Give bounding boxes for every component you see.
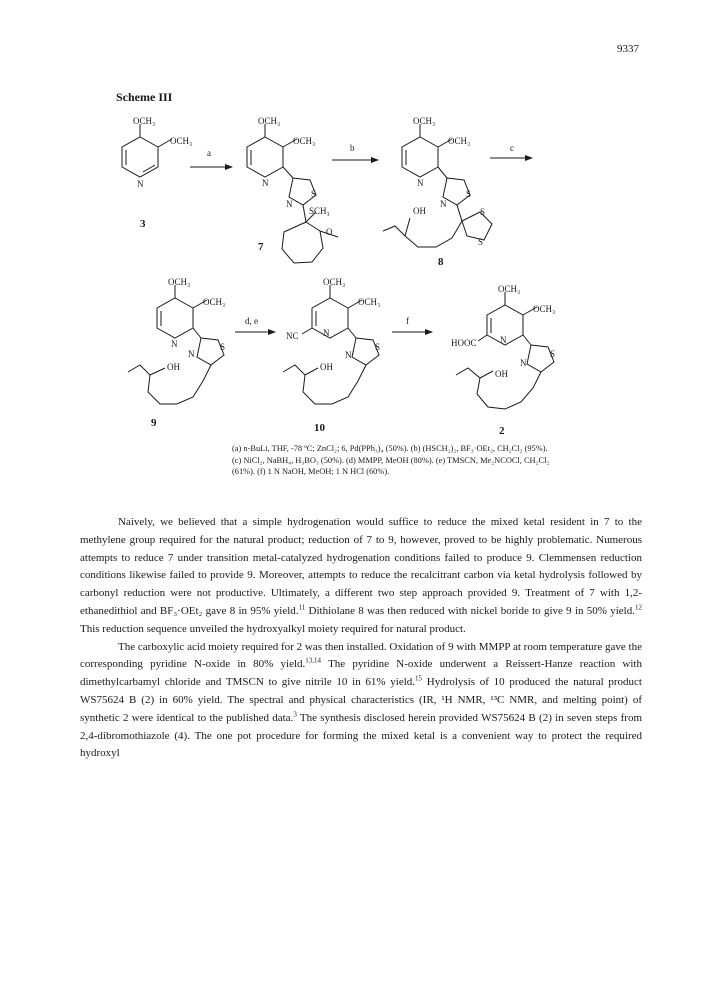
atom-label: N bbox=[520, 358, 527, 368]
reagent-label-de: d, e bbox=[245, 316, 258, 326]
atom-label: OCH₃ bbox=[413, 116, 436, 126]
reagent-label-b: b bbox=[350, 143, 355, 153]
text-run: The pyridine N-oxide underwent a Reissert-Hanze reaction with dimethylcarbamyl chloride and TMSCN to give nitrile 10 in 61% yield. bbox=[80, 658, 642, 689]
atom-label: N bbox=[262, 178, 269, 188]
compound-number-3: 3 bbox=[140, 218, 146, 230]
paragraph bbox=[80, 639, 642, 764]
atom-label: OCH₃ bbox=[358, 297, 381, 307]
structure-compound-8 bbox=[383, 124, 492, 247]
atom-label: OCH₃ bbox=[533, 304, 556, 314]
reagent-label-f: f bbox=[406, 316, 409, 326]
atom-label: N bbox=[323, 328, 330, 338]
atom-label: S bbox=[478, 237, 484, 247]
atom-label: S bbox=[466, 189, 472, 199]
atom-label: OCH₃ bbox=[168, 277, 191, 287]
atom-label: OCH₃ bbox=[170, 136, 193, 146]
atom-label: S bbox=[375, 342, 381, 352]
reagent-label-c: c bbox=[510, 143, 514, 153]
atom-label: OCH₃ bbox=[448, 136, 471, 146]
text-run: This reduction sequence unveiled the hydroxyalkyl moiety required for natural product. bbox=[80, 622, 466, 635]
atom-label: N bbox=[137, 179, 144, 189]
scheme-title: Scheme III bbox=[116, 90, 173, 104]
scheme-legend bbox=[232, 443, 612, 478]
compound-number-10: 10 bbox=[314, 422, 325, 434]
atom-label: SCH₃ bbox=[309, 206, 330, 216]
legend-line: (a) n-BuLi, THF, -78 ºC; ZnCl₂; 6, Pd(PPh₃)₄ (50%). (b) (HSCH₂)₂, BF₃·OEt₂, CH₂Cl₂ (95%). bbox=[232, 444, 548, 453]
atom-label: NC bbox=[286, 331, 299, 341]
compound-number-8: 8 bbox=[438, 256, 444, 268]
atom-label: S bbox=[480, 207, 486, 217]
atom-label: OH bbox=[495, 369, 508, 379]
page-number: 9337 bbox=[617, 43, 639, 55]
atom-label: S bbox=[550, 349, 556, 359]
atom-label: N bbox=[500, 335, 507, 345]
atom-label: OH bbox=[167, 362, 180, 372]
structure-compound-3 bbox=[122, 124, 172, 177]
atom-label: N bbox=[440, 199, 447, 209]
atom-label: OCH₃ bbox=[293, 136, 316, 146]
atom-label: OH bbox=[413, 206, 426, 216]
atom-label: N bbox=[286, 199, 293, 209]
text-run: Hydrolysis of 10 produced the natural product WS75624 B (2) in 60% yield. The spectral and physical characteristics (IR, ¹H NMR, ¹³C NMR, and melting point) of synthetic 2 were identical to the published data. bbox=[80, 676, 642, 724]
atom-label: N bbox=[188, 349, 195, 359]
text-run: Dithiolane 8 was then reduced with nickel boride to give 9 in 50% yield. bbox=[305, 604, 635, 617]
reagent-label-a: a bbox=[207, 148, 211, 158]
reference-superscript: 3 bbox=[293, 710, 297, 719]
compound-number-9: 9 bbox=[151, 417, 157, 429]
compound-number-2: 2 bbox=[499, 425, 505, 437]
text-run: The synthesis disclosed herein provided WS75624 B (2) in seven steps from 2,4-dibromothiazole (4). The one pot procedure for forming the mixed ketal is a convenient way to protect the required hydroxyl bbox=[80, 711, 642, 760]
reference-superscript: 15 bbox=[415, 674, 423, 683]
legend-line: (c) NiCl₂, NaBH₄, H₃BO₃ (50%). (d) MMPP, MeOH (80%). (e) TMSCN, Me₂NCOCl, CH₂Cl₂ bbox=[232, 455, 550, 465]
atom-label: N bbox=[171, 339, 178, 349]
body-text bbox=[80, 514, 642, 763]
paragraph bbox=[80, 514, 642, 639]
atom-label: OCH₃ bbox=[203, 297, 226, 307]
text-run: The carboxylic acid moiety required for 2 was then installed. Oxidation of 9 with MMPP at room temperature gave the corresponding pyridine N-oxide in 80% yield. bbox=[80, 640, 642, 671]
atom-label: OCH₃ bbox=[323, 277, 346, 287]
reference-superscript: 12 bbox=[635, 603, 642, 612]
compound-number-7: 7 bbox=[258, 241, 264, 253]
atom-label: N bbox=[345, 350, 352, 360]
atom-label: N bbox=[417, 178, 424, 188]
atom-label: O bbox=[326, 227, 333, 237]
reaction-scheme bbox=[0, 0, 720, 440]
atom-label: S bbox=[220, 342, 226, 352]
atom-label: OCH₃ bbox=[498, 284, 521, 294]
atom-label: HOOC bbox=[451, 338, 477, 348]
reference-superscript: 13,14 bbox=[305, 656, 322, 665]
atom-label: OCH₃ bbox=[258, 116, 281, 126]
atom-label: S bbox=[311, 189, 317, 199]
legend-line: (61%). (f) 1 N NaOH, MeOH; 1 N HCl (60%). bbox=[232, 467, 390, 476]
text-run: Naively, we believed that a simple hydrogenation would suffice to reduce the mixed ketal resident in 7 to the methylene group required for the natural product; reduction of 7 to 9, however, proved to be highly problematic. Numerous attempts to reduce 7 under transition metal-catalyzed hydrogenation conditions failed to produce 9. Clemmensen reduction conditions likewise failed to provide 9. Moreover, attempts to reduce the recalcitrant carbon via ketal hydrolysis followed by carbonyl reduction were not productive. Ultimately, a different two step approach provided 9. Treatment of 7 with 1,2-ethanedithiol and BF₃·OEt₂ gave 8 in 95% yield. bbox=[80, 516, 642, 617]
atom-label: OH bbox=[320, 362, 333, 372]
atom-label: OCH₃ bbox=[133, 116, 156, 126]
reference-superscript: 11 bbox=[298, 603, 306, 612]
